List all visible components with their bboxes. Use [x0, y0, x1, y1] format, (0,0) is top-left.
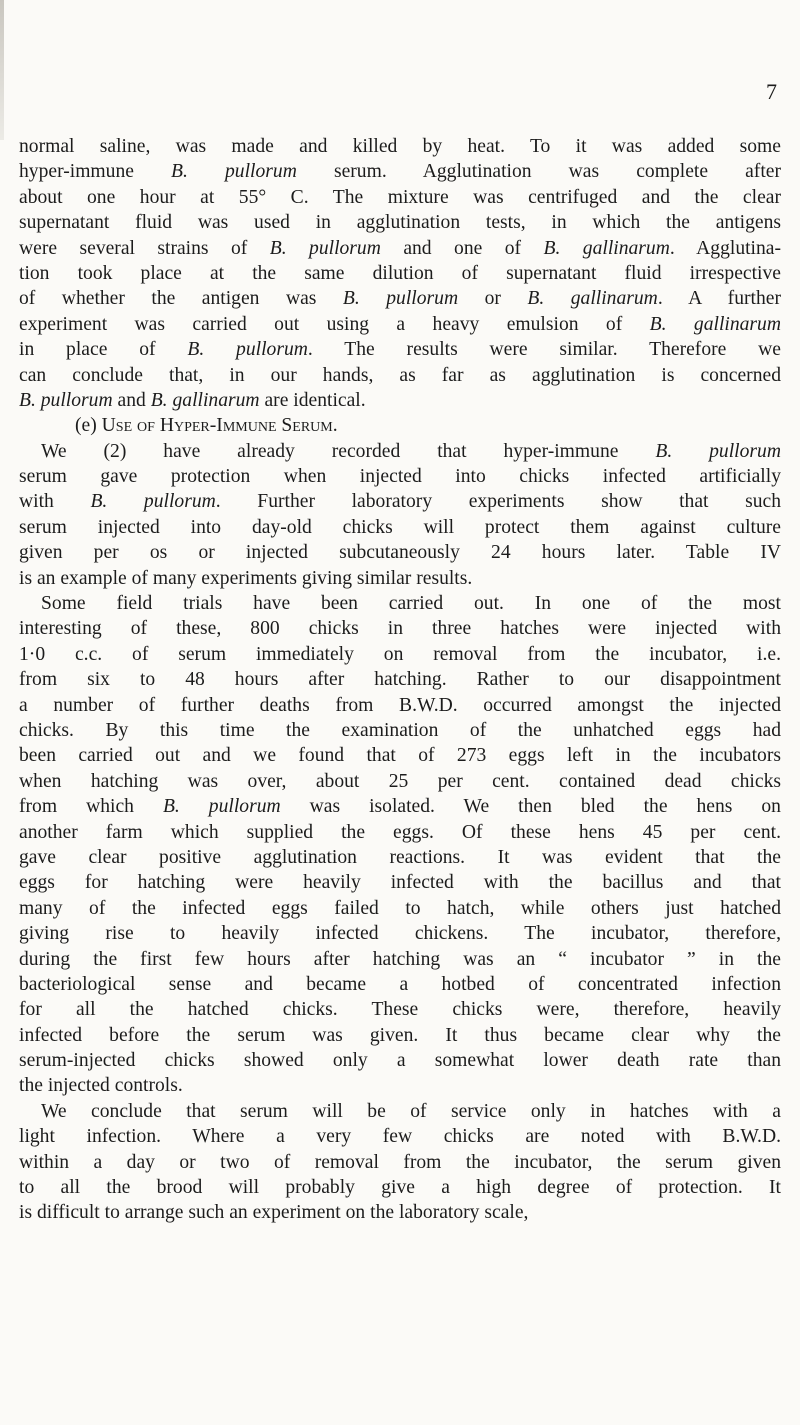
italic-species-name: B. pullorum	[90, 491, 216, 513]
text-line	[19, 591, 781, 616]
text-run: serum injected into day-old chicks will protect them against culture	[19, 516, 781, 538]
italic-species-name: B. gallinarum	[150, 389, 260, 411]
text-run: can conclude that, in our hands, as far as agglutination is concerned	[19, 364, 781, 386]
text-line	[19, 134, 781, 159]
text-run: with	[19, 491, 91, 513]
text-run: giving rise to heavily infected chickens. The incubator, therefore,	[19, 923, 781, 945]
text-line	[19, 1124, 781, 1149]
text-run: chicks. By this time the examination of the unhatched eggs had	[19, 719, 781, 741]
text-run: been carried out and we found that of 273 eggs left in the incubators	[19, 745, 781, 767]
text-line	[19, 1200, 781, 1225]
text-line	[19, 185, 781, 210]
text-line	[19, 718, 781, 743]
text-line	[19, 693, 781, 718]
text-line	[19, 1175, 781, 1200]
text-run: serum. Agglutination was complete after	[296, 161, 781, 183]
text-run: . The results were similar. Therefore we	[307, 339, 782, 361]
section-heading-title: Use of Hyper-Immune Serum.	[101, 415, 338, 437]
text-line	[19, 870, 781, 895]
text-line	[19, 1048, 781, 1073]
page-number: 7	[766, 79, 777, 104]
text-line	[19, 997, 781, 1022]
text-run: We conclude that serum will be of service only in hatches with a	[41, 1100, 781, 1122]
text-run: serum-injected chicks showed only a somewhat lower death rate than	[19, 1050, 781, 1072]
text-run: are identical.	[259, 389, 366, 411]
text-run: normal saline, was made and killed by heat. To it was added some	[19, 136, 781, 157]
section-heading-label: (e)	[75, 415, 97, 437]
text-run: or	[458, 288, 528, 310]
text-line	[19, 667, 781, 692]
section-paragraphs	[19, 439, 781, 1226]
text-line	[19, 286, 781, 311]
text-run: tion took place at the same dilution of supernatant fluid irrespective	[19, 262, 781, 284]
text-line	[19, 921, 781, 946]
text-run: for all the hatched chicks. These chicks were, therefore, heavily	[19, 999, 781, 1021]
text-run: during the first few hours after hatching was an “ incubator ” in the	[19, 948, 781, 970]
text-run: from which	[19, 796, 163, 818]
text-line	[19, 947, 781, 972]
text-run: . Further laboratory experiments show that such	[215, 491, 781, 513]
text-line	[19, 1023, 781, 1048]
italic-species-name: B. gallinarum	[543, 237, 670, 259]
text-run: Some field trials have been carried out. In one of the most	[41, 593, 781, 615]
text-run: from six to 48 hours after hatching. Rather to our disappointment	[19, 669, 781, 691]
text-line	[19, 439, 781, 464]
text-line	[19, 363, 781, 388]
text-line	[19, 1073, 781, 1098]
text-run: and one of	[380, 237, 544, 259]
text-run: to all the brood will probably give a high degree of protection. It	[19, 1177, 781, 1199]
text-run: was isolated. We then bled the hens on	[280, 796, 781, 818]
text-line	[19, 312, 781, 337]
italic-species-name: B. pullorum	[19, 389, 113, 411]
italic-species-name: B. pullorum	[655, 440, 781, 462]
page-edge-shadow	[0, 0, 4, 140]
text-line	[19, 515, 781, 540]
text-run: serum gave protection when injected into chicks infected artificially	[19, 466, 781, 488]
text-run: is an example of many experiments giving similar results.	[19, 567, 473, 589]
text-line	[19, 337, 781, 362]
text-run: the injected controls.	[19, 1075, 183, 1097]
text-line	[19, 896, 781, 921]
italic-species-name: B. pullorum	[171, 161, 297, 183]
text-run: 1·0 c.c. of serum immediately on removal from the incubator, i.e.	[19, 643, 781, 665]
paragraph-continuation	[19, 134, 781, 413]
text-line	[19, 540, 781, 565]
italic-species-name: B. pullorum	[187, 339, 308, 361]
text-line	[19, 236, 781, 261]
text-run: and	[112, 389, 151, 411]
text-run: a number of further deaths from B.W.D. occurred amongst the injected	[19, 694, 781, 716]
text-run: . A further	[657, 288, 781, 310]
text-line	[19, 489, 781, 514]
text-line	[19, 972, 781, 997]
text-run: hyper-immune	[19, 161, 172, 183]
italic-species-name: B. gallinarum	[649, 313, 782, 335]
text-line	[19, 769, 781, 794]
text-run: were several strains of	[19, 237, 270, 259]
italic-species-name: B. pullorum	[269, 237, 381, 259]
text-line	[19, 794, 781, 819]
italic-species-name: B. pullorum	[342, 288, 459, 310]
italic-species-name: B. gallinarum	[527, 288, 658, 310]
text-run: is difficult to arrange such an experiment on the laboratory scale,	[19, 1202, 529, 1224]
text-run: within a day or two of removal from the incubator, the serum given	[19, 1151, 781, 1173]
text-run: eggs for hatching were heavily infected with the bacillus and that	[19, 872, 781, 894]
text-run: another farm which supplied the eggs. Of these hens 45 per cent.	[19, 821, 781, 843]
text-line	[19, 820, 781, 845]
text-line	[19, 159, 781, 184]
text-run: . Agglutina-	[669, 237, 782, 259]
text-run: We (2) have already recorded that hyper-immune	[41, 440, 656, 462]
text-run: gave clear positive agglutination reactions. It was evident that the	[19, 846, 781, 868]
text-run: of whether the antigen was	[19, 288, 343, 310]
text-run: light infection. Where a very few chicks are noted with B.W.D.	[19, 1126, 781, 1148]
text-run: about one hour at 55° C. The mixture was centrifuged and the clear	[19, 186, 781, 208]
text-run: infected before the serum was given. It thus became clear why the	[19, 1024, 781, 1046]
text-run: in place of	[19, 339, 188, 361]
body-text	[19, 134, 781, 1226]
text-line	[19, 261, 781, 286]
section-heading	[19, 413, 781, 438]
text-run: interesting of these, 800 chicks in three hatches were injected with	[19, 618, 781, 640]
text-run: when hatching was over, about 25 per cent. contained dead chicks	[19, 770, 781, 792]
text-line	[19, 566, 781, 591]
text-run: given per os or injected subcutaneously 24 hours later. Table IV	[19, 542, 781, 564]
text-run: bacteriological sense and became a hotbed of concentrated infection	[19, 973, 781, 995]
italic-species-name: B. pullorum	[162, 796, 281, 818]
text-run: experiment was carried out using a heavy emulsion of	[19, 313, 650, 335]
text-line	[19, 845, 781, 870]
text-line	[19, 210, 781, 235]
text-line	[19, 1099, 781, 1124]
text-line	[19, 642, 781, 667]
text-run: many of the infected eggs failed to hatch, while others just hatched	[19, 897, 781, 919]
text-line	[19, 616, 781, 641]
text-line	[19, 464, 781, 489]
text-line	[19, 1150, 781, 1175]
text-run: supernatant fluid was used in agglutination tests, in which the antigens	[19, 212, 781, 234]
text-line	[19, 388, 781, 413]
text-line	[19, 743, 781, 768]
